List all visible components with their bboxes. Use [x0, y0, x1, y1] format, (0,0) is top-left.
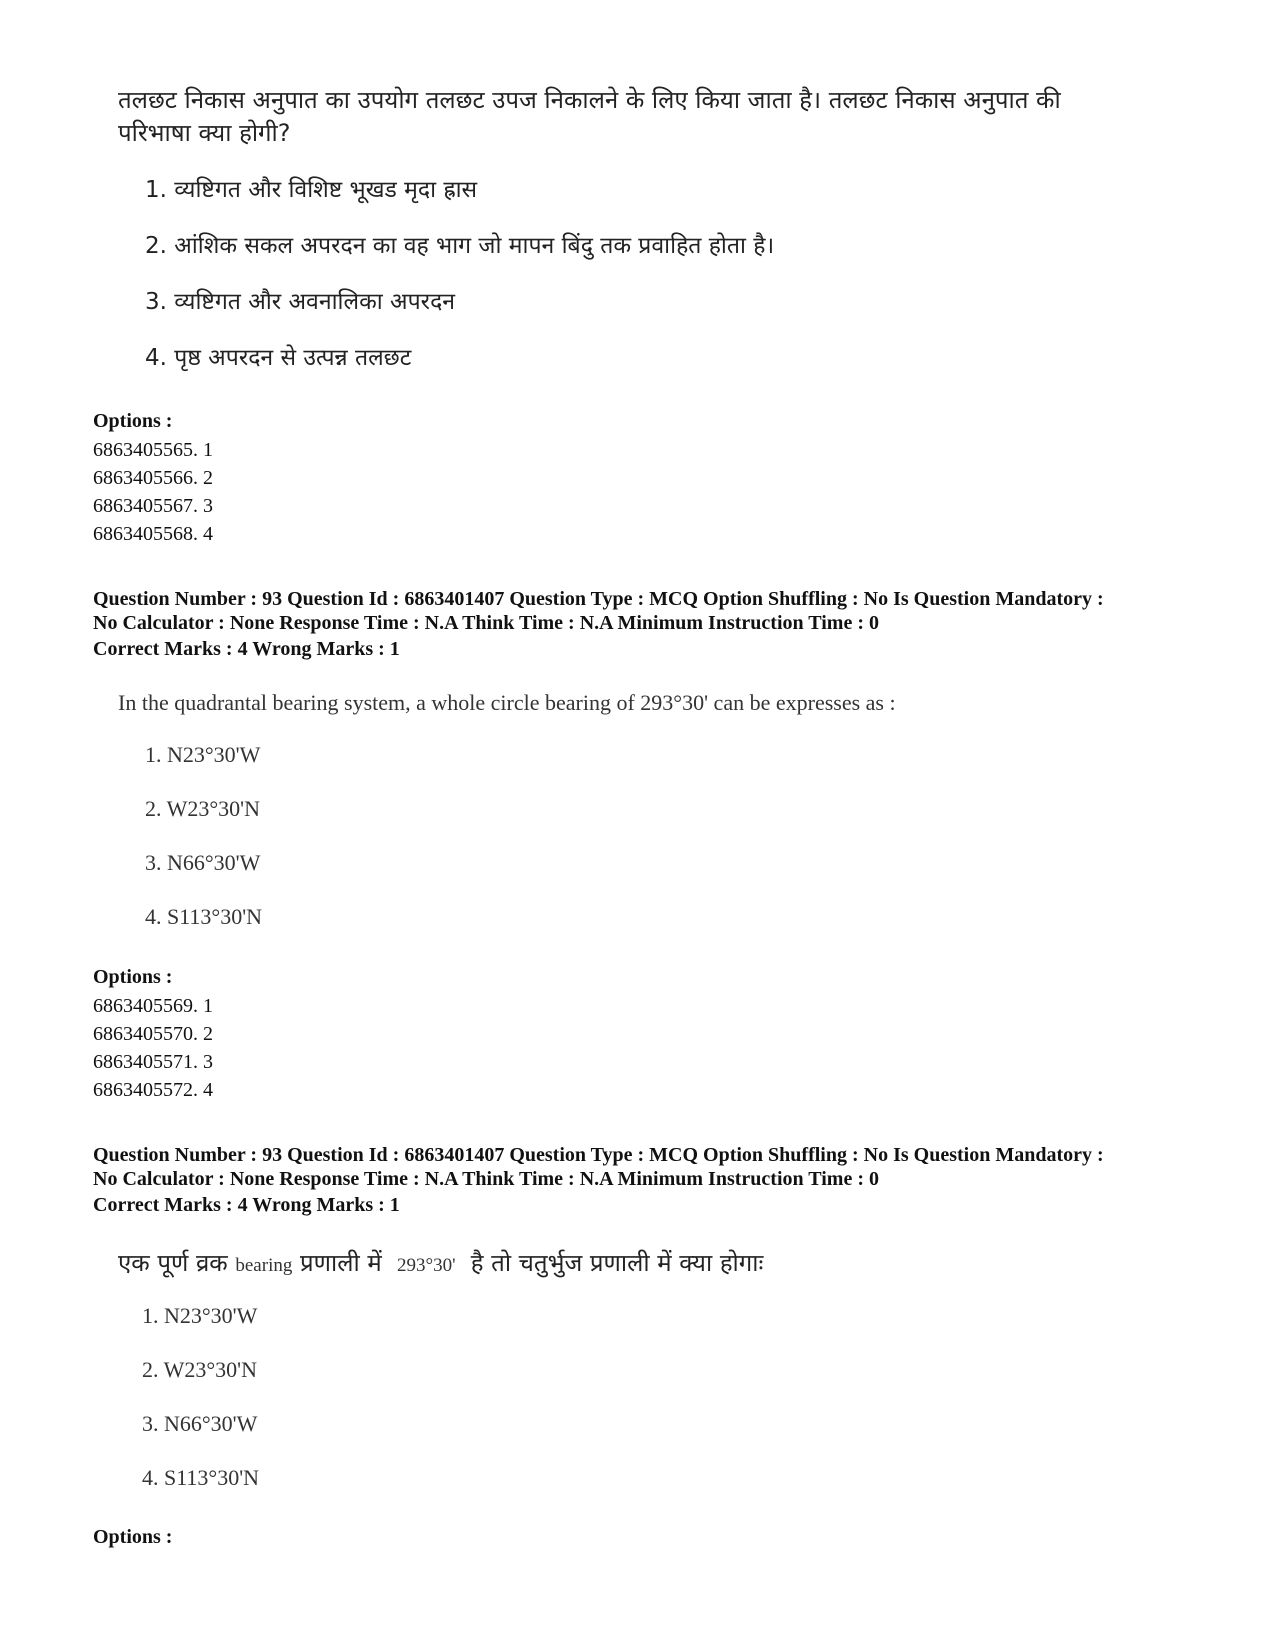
meta-line: Question Number : 93 Question Id : 6863401407 Question Type : MCQ Option Shuffling : No Is Question Mandatory : [93, 1144, 1104, 1166]
options-label: Options : [93, 966, 173, 988]
marks-line: Correct Marks : 4 Wrong Marks : 1 [93, 638, 400, 660]
choice-1: 1. N23°30'W [145, 742, 261, 767]
question-segment: है तो चतुर्भुज प्रणाली में क्या होगाः [470, 1249, 764, 1277]
option-id: 6863405565. 1 [93, 439, 213, 461]
choice-2: 2. W23°30'N [142, 1357, 258, 1382]
choice-4: 4. S113°30'N [145, 904, 263, 929]
question-segment: 293°30' [396, 1255, 456, 1276]
choice-3: 3. N66°30'W [145, 850, 261, 875]
question-meta [93, 587, 1243, 635]
meta-line: No Calculator : None Response Time : N.A Think Time : N.A Minimum Instruction Time : 0 [93, 612, 879, 634]
option-id: 6863405568. 4 [93, 523, 213, 545]
question-text-hindi-2 [118, 1247, 1138, 1282]
question-meta [93, 1143, 1243, 1191]
question-text-english: In the quadrantal bearing system, a whole circle bearing of 293°30' can be expresses as : [118, 690, 896, 715]
choice-3: 3. व्यष्टिगत और अवनालिका अपरदन [145, 289, 456, 315]
question-segment: bearing [235, 1255, 293, 1276]
option-id: 6863405571. 3 [93, 1051, 213, 1073]
option-id: 6863405569. 1 [93, 995, 213, 1017]
choice-3: 3. N66°30'W [142, 1411, 258, 1436]
choice-4: 4. पृष्ठ अपरदन से उत्पन्न तलछट [145, 345, 412, 371]
question-line: तलछट निकास अनुपात का उपयोग तलछट उपज निकालने के लिए किया जाता है। तलछट निकास अनुपात की [118, 86, 1061, 114]
choice-2: 2. आंशिक सकल अपरदन का वह भाग जो मापन बिंदु तक प्रवाहित होता है। [145, 233, 775, 259]
option-id: 6863405567. 3 [93, 495, 213, 517]
options-label: Options : [93, 1526, 173, 1548]
choice-1: 1. N23°30'W [142, 1303, 258, 1328]
question-text-hindi-1 [118, 84, 1138, 150]
options-label: Options : [93, 410, 173, 432]
marks-line: Correct Marks : 4 Wrong Marks : 1 [93, 1194, 400, 1216]
choice-1: 1. व्यष्टिगत और विशिष्ट भूखड मृदा ह्रास [145, 177, 478, 203]
choice-2: 2. W23°30'N [145, 796, 261, 821]
option-id: 6863405566. 2 [93, 467, 213, 489]
question-line: परिभाषा क्या होगी? [118, 119, 291, 147]
option-id: 6863405572. 4 [93, 1079, 213, 1101]
choice-4: 4. S113°30'N [142, 1465, 260, 1490]
question-segment: एक पूर्ण व्रक [118, 1249, 228, 1277]
meta-line: No Calculator : None Response Time : N.A Think Time : N.A Minimum Instruction Time : 0 [93, 1168, 879, 1190]
meta-line: Question Number : 93 Question Id : 6863401407 Question Type : MCQ Option Shuffling : No Is Question Mandatory : [93, 588, 1104, 610]
question-segment: प्रणाली में [300, 1249, 382, 1277]
option-id: 6863405570. 2 [93, 1023, 213, 1045]
